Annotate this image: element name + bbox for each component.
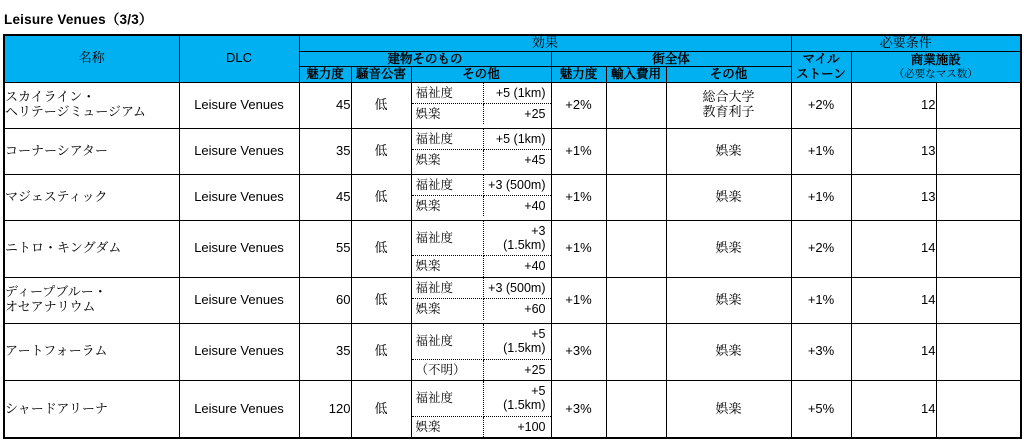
venue-import-cost: [606, 323, 666, 380]
venue-dlc: Leisure Venues: [179, 323, 299, 380]
venue-milestone: 13: [851, 128, 936, 174]
venue-commercial: [936, 128, 1021, 174]
venue-commercial: [936, 220, 1021, 277]
other-building-value-1: +3 (500m): [483, 175, 550, 196]
other-building-value-2: +25: [524, 107, 546, 122]
other-building-label-2: （不明）: [412, 359, 484, 380]
venue-noise: 低: [351, 380, 411, 438]
venue-milestone: 14: [851, 220, 936, 277]
other-building-label-2: 娯楽: [412, 256, 484, 277]
venue-name: [4, 323, 179, 380]
venue-attractiveness-city: +3%: [551, 323, 606, 380]
venue-commercial: [936, 82, 1021, 128]
venue-other-city-value: +3%: [791, 323, 851, 380]
venue-name-line1: コーナーシアター: [5, 142, 108, 158]
venue-attractiveness-city: +1%: [551, 277, 606, 323]
other-city-label-1: 娯楽: [715, 240, 742, 256]
venue-dlc: Leisure Venues: [179, 380, 299, 438]
venue-noise: 低: [351, 220, 411, 277]
venue-name: [4, 128, 179, 174]
other-city-label-1: 娯楽: [715, 142, 742, 158]
header-milestone-line2: ストーン: [796, 66, 846, 81]
venue-other-city: [666, 82, 791, 128]
other-building-value-1: +3 (500m): [483, 278, 550, 299]
venue-other-city: [666, 128, 791, 174]
venue-attractiveness-city: +1%: [551, 174, 606, 220]
venue-name-line2: オセアナリウム: [5, 299, 96, 315]
header-milestone-line1: マイル: [802, 52, 840, 67]
venue-name: [4, 174, 179, 220]
venue-other-city: [666, 380, 791, 438]
venue-other-city-value: +2%: [791, 82, 851, 128]
other-building-value-1: +3 (1.5km): [483, 221, 550, 256]
venue-other-city-value: +2%: [791, 220, 851, 277]
header-commercial-label: 商業施設: [910, 53, 961, 68]
venue-import-cost: [606, 128, 666, 174]
venue-attractiveness-building: 35: [299, 128, 351, 174]
venue-other-city-value: +1%: [791, 174, 851, 220]
other-building-value-2: +40: [524, 259, 546, 274]
table-row: [4, 128, 1021, 174]
table-row: [4, 323, 1021, 380]
table-row: [4, 82, 1021, 128]
venue-noise: 低: [351, 323, 411, 380]
other-city-label-1: 娯楽: [715, 343, 742, 359]
other-building-value-2: +25: [524, 362, 546, 377]
header-name: 名称: [4, 35, 179, 82]
venue-other-city: [666, 277, 791, 323]
other-building-value-1: +5 (1.5km): [483, 381, 550, 416]
venue-name: [4, 82, 179, 128]
leisure-venues-table: [3, 34, 1022, 439]
venue-other-city: [666, 174, 791, 220]
other-building-label-2: 娯楽: [412, 150, 484, 171]
header-other-city: その他: [666, 67, 791, 82]
header-noise: 騒音公害: [351, 67, 411, 82]
venue-attractiveness-city: +3%: [551, 380, 606, 438]
other-building-value-2: +60: [524, 302, 546, 317]
venue-dlc: Leisure Venues: [179, 174, 299, 220]
venue-attractiveness-building: 35: [299, 323, 351, 380]
venue-attractiveness-building: 120: [299, 380, 351, 438]
header-dlc: DLC: [179, 35, 299, 82]
venue-name-line1: ディープブルー・: [5, 284, 107, 300]
other-city-label-1: 総合大学: [702, 89, 755, 105]
venue-milestone: 14: [851, 323, 936, 380]
venue-other-building: [411, 277, 551, 323]
venue-attractiveness-building: 55: [299, 220, 351, 277]
venue-attractiveness-city: +2%: [551, 82, 606, 128]
venue-other-building: [411, 128, 551, 174]
other-building-value-1: +5 (1km): [483, 83, 550, 104]
venue-commercial: [936, 380, 1021, 438]
venue-milestone: 13: [851, 174, 936, 220]
venue-noise: 低: [351, 174, 411, 220]
header-requirement: 必要条件: [791, 35, 1021, 51]
venue-dlc: Leisure Venues: [179, 128, 299, 174]
other-city-label-1: 娯楽: [715, 188, 742, 204]
other-building-label-1: 福祉度: [412, 129, 484, 150]
venue-attractiveness-building: 45: [299, 82, 351, 128]
venue-other-building: [411, 380, 551, 438]
other-building-label-1: 福祉度: [412, 278, 484, 299]
other-building-label-2: 娯楽: [412, 104, 484, 125]
venue-name-line2: ヘリテージミュージアム: [5, 104, 147, 120]
venue-commercial: [936, 323, 1021, 380]
table-row: [4, 174, 1021, 220]
venue-other-city: [666, 220, 791, 277]
other-building-label-1: 福祉度: [412, 175, 484, 196]
venue-dlc: Leisure Venues: [179, 277, 299, 323]
other-building-value-1: +5 (1.5km): [483, 324, 550, 359]
venue-attractiveness-building: 45: [299, 174, 351, 220]
venue-import-cost: [606, 220, 666, 277]
venue-attractiveness-building: 60: [299, 277, 351, 323]
venue-dlc: Leisure Venues: [179, 82, 299, 128]
venue-milestone: 14: [851, 277, 936, 323]
header-other-building: その他: [411, 67, 551, 82]
venue-dlc: Leisure Venues: [179, 220, 299, 277]
other-building-value-2: +100: [517, 419, 546, 434]
venue-import-cost: [606, 277, 666, 323]
header-import-cost: 輸入費用: [606, 67, 666, 82]
header-attractiveness-building: 魅力度: [299, 67, 351, 82]
venue-commercial: [936, 174, 1021, 220]
other-building-label-2: 娯楽: [412, 299, 484, 320]
venue-other-city-value: +5%: [791, 380, 851, 438]
venue-other-city-value: +1%: [791, 128, 851, 174]
venue-noise: 低: [351, 277, 411, 323]
venue-name-line1: スカイライン・: [5, 89, 96, 105]
header-city-whole: 街全体: [551, 51, 791, 66]
venue-other-building: [411, 220, 551, 277]
venue-milestone: 12: [851, 82, 936, 128]
other-building-label-1: 福祉度: [412, 221, 484, 256]
venue-commercial: [936, 277, 1021, 323]
header-attractiveness-city: 魅力度: [551, 67, 606, 82]
venue-import-cost: [606, 82, 666, 128]
venue-attractiveness-city: +1%: [551, 128, 606, 174]
other-city-label-1: 娯楽: [715, 400, 742, 416]
other-building-label-1: 福祉度: [412, 83, 484, 104]
venue-name-line1: ニトロ・キングダム: [5, 240, 122, 256]
venue-other-city: [666, 323, 791, 380]
table-row: [4, 380, 1021, 438]
header-building-itself: 建物そのもの: [299, 51, 551, 66]
header-effect: 効果: [299, 35, 791, 51]
other-city-label-1: 娯楽: [715, 291, 742, 307]
venue-import-cost: [606, 174, 666, 220]
other-building-label-1: 福祉度: [412, 324, 484, 359]
page-title: Leisure Venues（3/3）: [4, 12, 153, 27]
venue-other-building: [411, 323, 551, 380]
venue-name: [4, 220, 179, 277]
venue-name-line1: アートフォーラム: [5, 343, 108, 359]
other-building-label-1: 福祉度: [412, 381, 484, 416]
table-row: [4, 220, 1021, 277]
header-commercial: [851, 51, 1021, 82]
other-building-value-1: +5 (1km): [483, 129, 550, 150]
header-milestone: [791, 51, 851, 82]
venue-other-city-value: +1%: [791, 277, 851, 323]
venue-noise: 低: [351, 82, 411, 128]
other-building-label-2: 娯楽: [412, 416, 484, 437]
other-city-label-2: 教育利子: [702, 104, 755, 120]
table-row: [4, 277, 1021, 323]
venue-other-building: [411, 82, 551, 128]
other-building-value-2: +45: [524, 153, 546, 168]
venue-import-cost: [606, 380, 666, 438]
other-building-value-2: +40: [524, 199, 546, 214]
venue-name-line1: シャードアリーナ: [5, 400, 108, 416]
venue-name: [4, 277, 179, 323]
venue-name-line1: マジェスティック: [5, 188, 108, 204]
header-row-1: [4, 35, 1021, 51]
header-commercial-note: （必要なマス数）: [893, 68, 978, 81]
venue-milestone: 14: [851, 380, 936, 438]
other-building-label-2: 娯楽: [412, 196, 484, 217]
venue-attractiveness-city: +1%: [551, 220, 606, 277]
venue-other-building: [411, 174, 551, 220]
venue-name: [4, 380, 179, 438]
venue-noise: 低: [351, 128, 411, 174]
